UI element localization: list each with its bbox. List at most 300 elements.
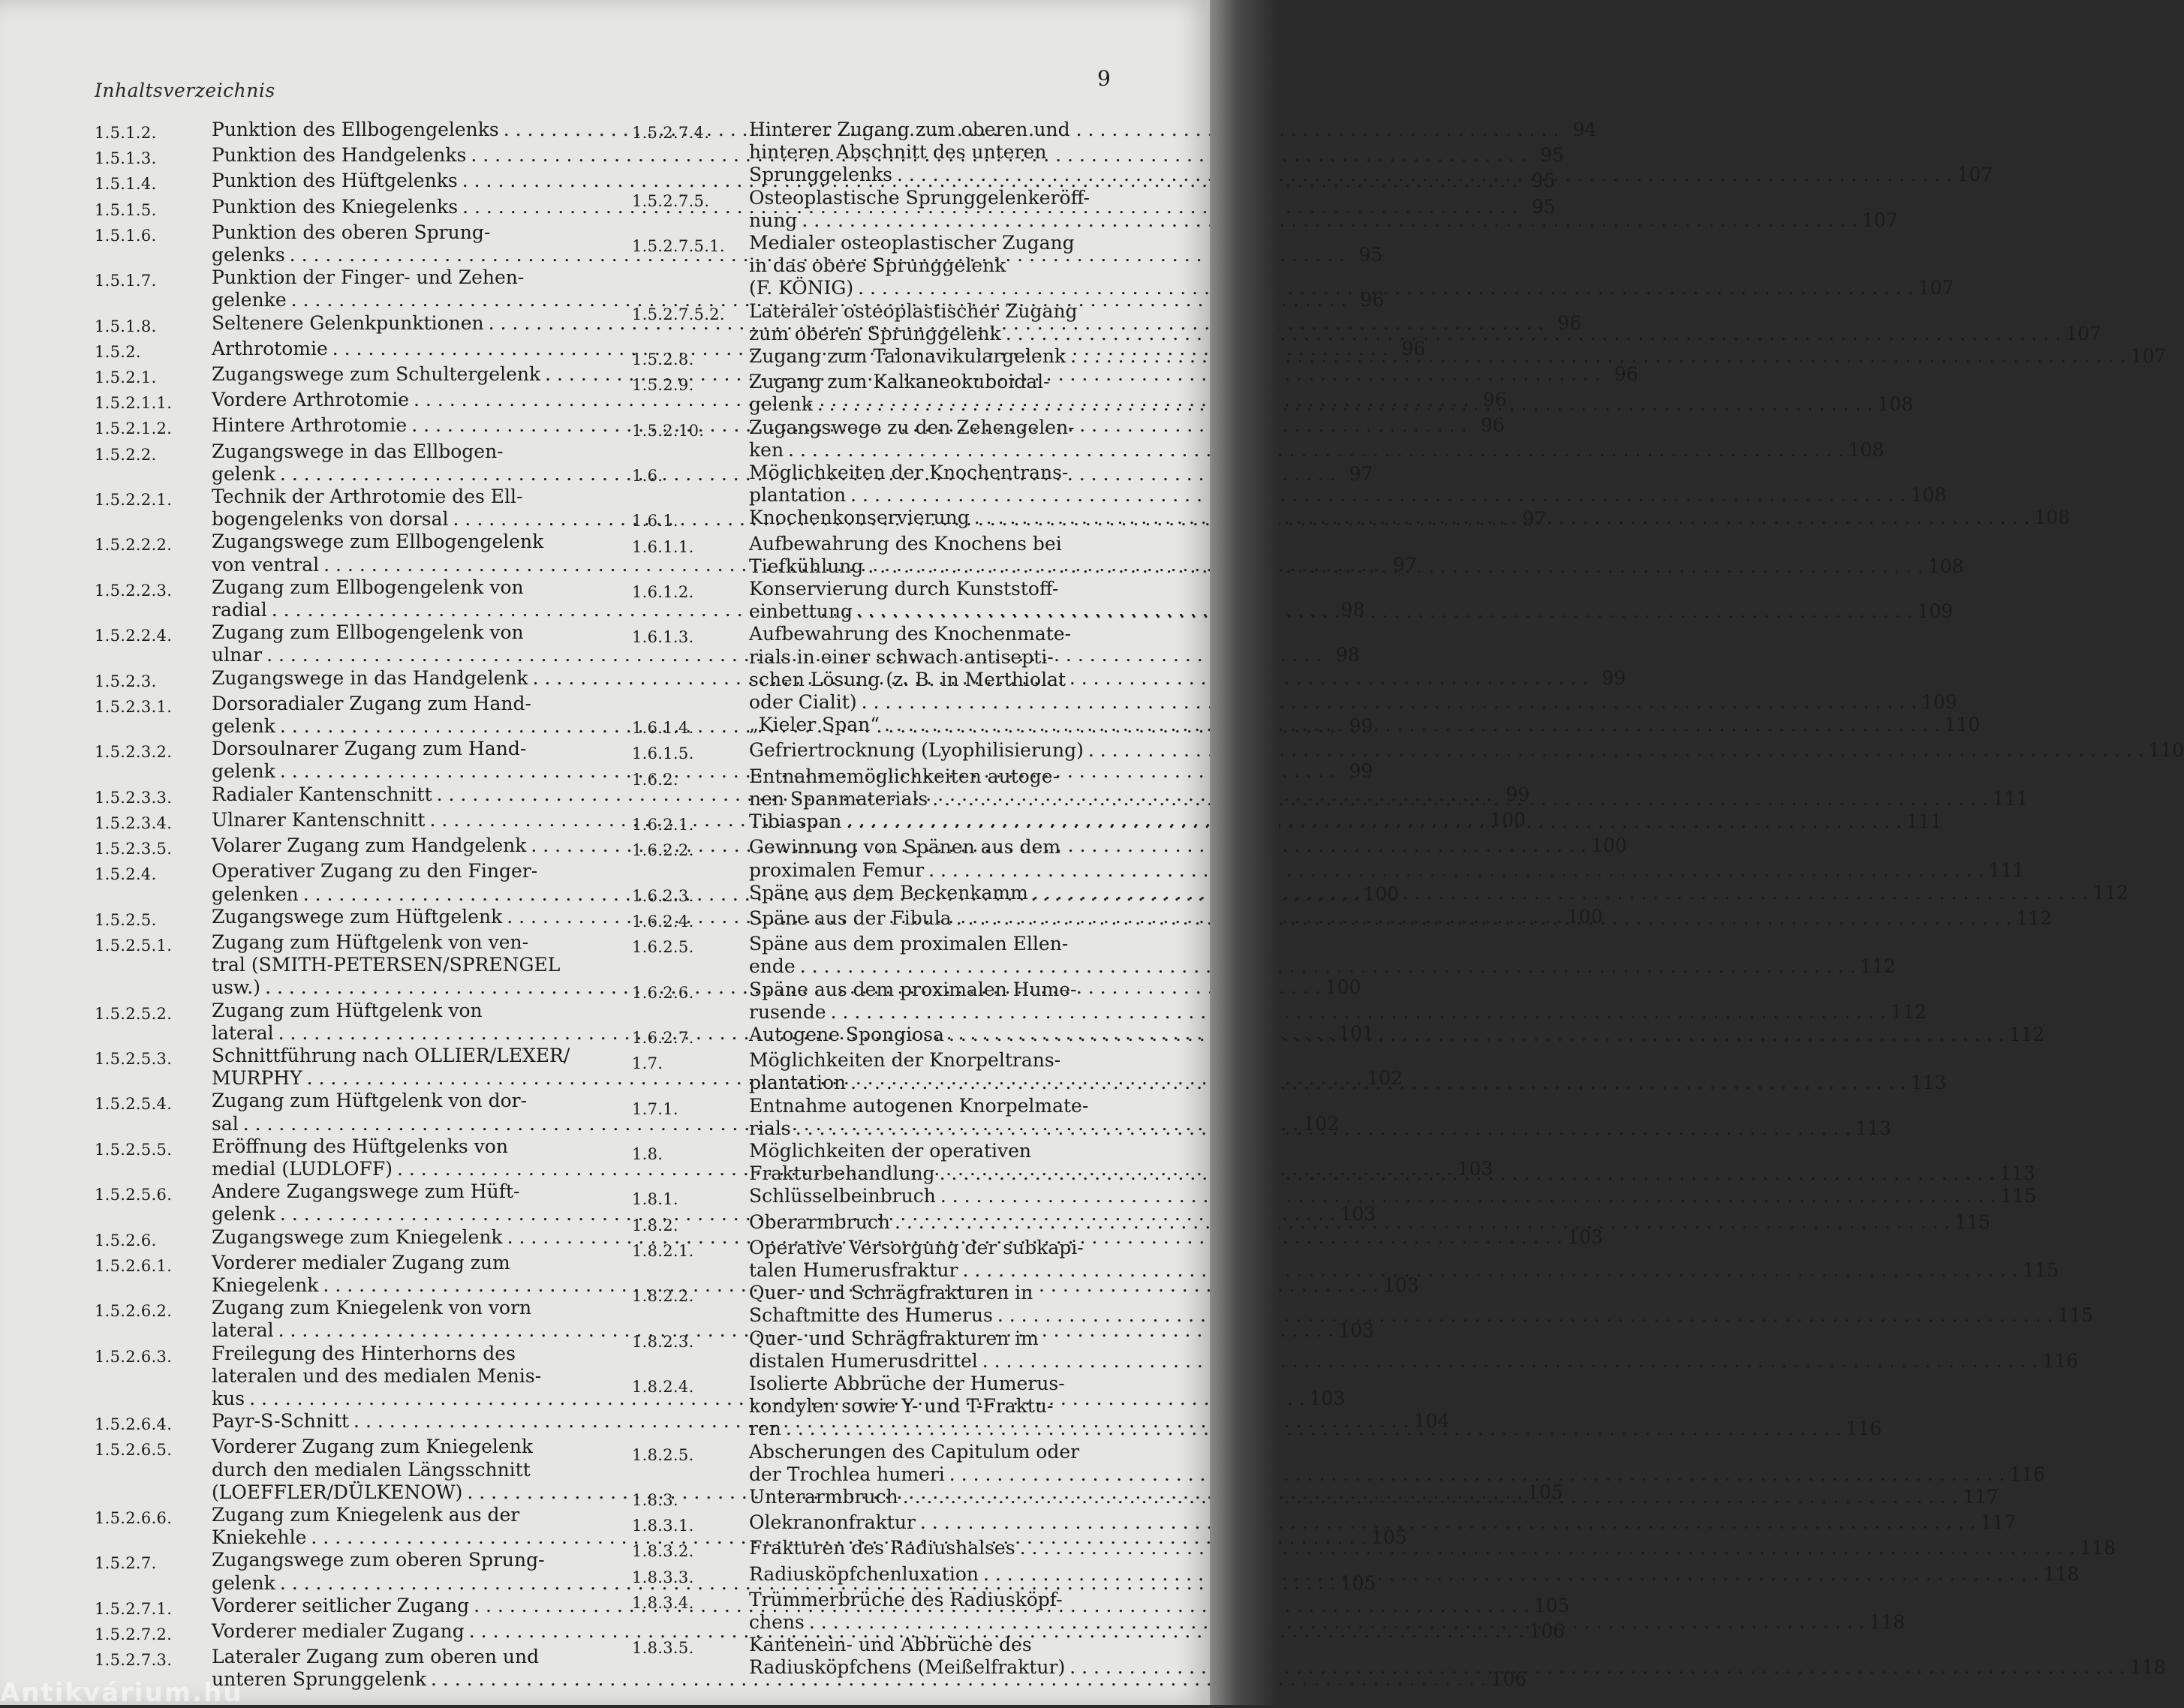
toc-entry-page: 115 <box>1954 1210 1991 1233</box>
toc-entry-number: 1.5.1.5. <box>95 200 157 219</box>
toc-entry-number: 1.5.2.5.3. <box>95 1049 173 1068</box>
dot-leader <box>786 1418 1842 1440</box>
toc-entry-page: 96 <box>1360 289 1385 311</box>
toc-entry-number: 1.5.2.6.2. <box>95 1302 173 1321</box>
toc-entry-title-line: rials <box>749 1117 791 1139</box>
toc-entry-title-line: gelenk <box>212 715 275 738</box>
toc-entry-number: 1.5.2. <box>95 342 141 361</box>
toc-entry-page: 100 <box>1363 883 1400 905</box>
toc-entry-title-line: gelenken <box>212 883 299 905</box>
dot-leader <box>956 907 2012 930</box>
toc-entry-title-line: Aufbewahrung des Knochens bei <box>749 532 1062 555</box>
toc-entry-number: 1.6.2.5. <box>632 938 694 957</box>
toc-entry-last-line <box>749 600 1954 623</box>
toc-entry-page: 99 <box>1349 760 1373 783</box>
toc-entry-page: 107 <box>1861 209 1898 231</box>
toc-entry-number: 1.8.2.1. <box>632 1241 694 1260</box>
toc-entry-number: 1.5.2.6. <box>95 1231 157 1249</box>
toc-entry-last-line <box>749 1485 1999 1508</box>
toc-entry-title-line: Dorsoulnarer Zugang zum Hand- <box>212 738 527 760</box>
toc-entry-page: 98 <box>1340 599 1365 621</box>
dot-leader <box>850 1072 1906 1094</box>
toc-entry-page: 118 <box>2129 1656 2166 1679</box>
toc-entry-number: 1.5.2.5.1. <box>95 936 173 955</box>
toc-entry-number: 1.8.2.2. <box>632 1287 694 1306</box>
toc-entry-title-line: Oberarmbruch <box>749 1210 890 1233</box>
toc-entry-title-line: radial <box>212 599 267 621</box>
dot-leader <box>868 555 1924 578</box>
dot-leader <box>1020 1537 2076 1559</box>
toc-entry-number: 1.5.2.8. <box>632 350 694 369</box>
toc-entry-last-line <box>749 507 2071 529</box>
toc-entry-last-line <box>749 810 1942 833</box>
toc-entry-title-line: lateral <box>212 1021 274 1044</box>
toc-entry-title-line: Zugangswege zum Hüftgelenk <box>212 905 503 928</box>
toc-entry-title-line: kondylen sowie Y- und T-Fraktu- <box>749 1395 1054 1418</box>
toc-entry-title-line: Aufbewahrung des Knochenmate- <box>749 623 1072 645</box>
toc-entry-page: 106 <box>1491 1668 1527 1691</box>
toc-entry-title-line: oder Cialit) <box>749 691 857 714</box>
toc-entry-page: 108 <box>1877 393 1914 416</box>
toc-entry-last-line <box>749 1258 2059 1282</box>
toc-entry-title-line: Vorderer Zugang zum Kniegelenk <box>212 1436 533 1458</box>
toc-entry-number: 1.5.2.5.6. <box>95 1186 173 1204</box>
toc-entry-number: 1.5.2.6.6. <box>95 1508 173 1527</box>
toc-entry-number: 1.8.2.3. <box>632 1332 694 1351</box>
toc-entry-page: 101 <box>1338 1021 1374 1044</box>
dot-leader <box>800 955 1856 978</box>
toc-entry-number: 1.6.1. <box>632 512 678 531</box>
toc-entry-page: 95 <box>1531 170 1556 192</box>
toc-entry-page: 118 <box>2043 1562 2080 1585</box>
toc-entry-title-line: rials in einer schwach antisepti- <box>749 645 1054 668</box>
toc-entry-number: 1.5.2.3. <box>95 672 157 690</box>
toc-entry-title <box>749 1049 1947 1094</box>
toc-entry-title <box>749 578 1954 623</box>
toc-entry-title-line: Sprunggelenks <box>749 164 892 186</box>
toc-entry-number: 1.5.2.2. <box>95 445 157 464</box>
toc-entry-number: 1.6.1.1. <box>632 537 694 556</box>
toc-entry-page: 108 <box>2034 507 2071 529</box>
dot-leader <box>817 393 1873 416</box>
toc-entry-title-line: Dorsoradialer Zugang zum Hand- <box>212 692 531 714</box>
toc-entry-title-line: Zugang zum Talonavikulargelenk <box>749 345 1066 368</box>
toc-entry-number: 1.5.2.5.5. <box>95 1140 173 1159</box>
toc-entry-title-line: Punktion des Hüftgelenks <box>212 170 458 192</box>
toc-entry-page: 96 <box>1401 337 1426 359</box>
toc-entry-title <box>749 1562 2080 1589</box>
book-binding-edge <box>1210 0 1279 1705</box>
toc-entry-title-line: Kniekehle <box>212 1526 307 1549</box>
toc-entry-page: 110 <box>1944 714 1981 736</box>
toc-entry-page: 108 <box>1927 555 1964 577</box>
toc-entry-title-line: Medialer osteoplastischer Zugang <box>749 232 1075 254</box>
toc-entry-title-line: Unterarmbruch <box>749 1485 898 1508</box>
toc-entry-number: 1.6.1.4. <box>632 719 694 738</box>
toc-entry-title-line: kus <box>212 1387 245 1409</box>
toc-entry-number: 1.8.3. <box>632 1490 678 1509</box>
toc-entry-number: 1.6.2.1. <box>632 816 694 834</box>
toc-entry-title-line: Vorderer seitlicher Zugang <box>212 1594 470 1616</box>
toc-entry-title-line: Trümmerbrüche des Radiusköpf- <box>749 1588 1063 1610</box>
toc-entry-number: 1.8.3.3. <box>632 1568 694 1586</box>
toc-entry-title-line: Möglichkeiten der Knochentrans- <box>749 462 1069 484</box>
toc-entry-title-line: Entnahme autogenen Knorpelmate- <box>749 1094 1089 1117</box>
toc-entry-page: 95 <box>1540 144 1564 167</box>
toc-entry-number: 1.6.2.6. <box>632 983 694 1002</box>
toc-entry-page: 116 <box>2042 1349 2079 1372</box>
toc-entry-last-line <box>749 1537 2116 1559</box>
toc-entry-title-line: Abscherungen des Capitulum oder <box>749 1440 1080 1463</box>
toc-entry-page: 105 <box>1340 1571 1376 1594</box>
toc-entry-title-line: Isolierte Abbrüche der Humerus- <box>749 1372 1065 1394</box>
toc-entry-page: 107 <box>1918 277 1954 299</box>
toc-entry-last-line <box>749 345 2167 368</box>
toc-entry-last-line <box>749 1117 1891 1140</box>
toc-entry-title-line: Späne aus dem proximalen Hume- <box>749 978 1077 1000</box>
toc-entry-page: 112 <box>2016 907 2053 929</box>
toc-entry-page: 96 <box>1480 414 1505 437</box>
toc-entry-title <box>749 765 2029 810</box>
toc-entry-title-line: sal <box>212 1112 239 1135</box>
toc-entry-title <box>749 1588 1906 1634</box>
dot-leader <box>831 1001 1887 1024</box>
running-header: Inhaltsverzeichnis <box>95 80 275 101</box>
toc-entry-title <box>749 810 1942 836</box>
dot-leader <box>920 1511 1976 1534</box>
toc-entry-last-line <box>749 277 1954 299</box>
toc-entry-title <box>749 1511 2017 1537</box>
toc-entry-title <box>749 1185 2037 1210</box>
toc-entry-number: 1.5.1.2. <box>95 124 157 142</box>
toc-entry-page: 103 <box>1338 1319 1374 1342</box>
toc-entry-title <box>749 345 2167 371</box>
toc-entry-number: 1.8.2. <box>632 1216 678 1234</box>
toc-entry-page: 118 <box>1869 1611 1906 1633</box>
toc-entry-title-line: unteren Sprunggelenk <box>212 1668 426 1691</box>
toc-entry-page: 112 <box>2092 881 2129 904</box>
dot-leader <box>788 439 1844 462</box>
toc-entry-last-line <box>749 1611 1906 1634</box>
toc-entry-number: 1.8.3.5. <box>632 1639 694 1658</box>
toc-entry-page: 99 <box>1602 666 1626 689</box>
toc-entry-page: 110 <box>2148 739 2184 762</box>
toc-entry-title-line: Hinterer Zugang zum oberen und <box>749 119 1070 140</box>
toc-entry-number: 1.7. <box>632 1054 663 1073</box>
toc-entry-title-line: Ulnarer Kantenschnitt <box>212 808 426 831</box>
toc-entry-title <box>749 1634 2166 1679</box>
toc-entry-title-line: Radiusköpfchenluxation <box>749 1562 979 1585</box>
toc-entry-last-line <box>749 1000 1927 1024</box>
toc-entry-page: 97 <box>1392 553 1417 576</box>
toc-entry-title-line: distalen Humerusdrittel <box>749 1349 978 1372</box>
toc-entry-title-line: Quer- und Schrägfrakturen im <box>749 1327 1039 1349</box>
toc-entry <box>632 1185 2037 1210</box>
toc-entry-page: 109 <box>1917 600 1954 623</box>
toc-entry-title <box>749 933 1897 978</box>
toc-entry-last-line <box>749 1463 2046 1486</box>
toc-entry-title-line: (F. KÖNIG) <box>749 277 854 299</box>
dot-leader <box>974 507 2030 529</box>
toc-entry-page: 115 <box>2000 1185 2037 1207</box>
toc-entry-page: 116 <box>1846 1418 1882 1440</box>
toc-entry-page: 97 <box>1522 508 1547 531</box>
toc-entry-title <box>749 371 1914 416</box>
toc-entry-title-line: proximalen Femur <box>749 859 925 881</box>
toc-entry-title-line: Seltenere Gelenkpunktionen <box>212 311 484 334</box>
toc-entry-title-line: Payr-S-Schnitt <box>212 1410 350 1433</box>
toc-entry-last-line <box>749 1185 2037 1207</box>
toc-entry-last-line <box>749 787 2029 810</box>
dot-leader <box>862 691 1918 714</box>
toc-entry-page: 100 <box>1566 905 1603 928</box>
toc-entry-number: 1.5.2.6.3. <box>95 1347 173 1366</box>
toc-entry-title-line: Osteoplastische Sprunggelenkeröff- <box>749 186 1090 209</box>
toc-entry-title-line: (LOEFFLER/DÜLKENOW) <box>212 1481 463 1503</box>
dot-leader <box>949 1021 2005 1046</box>
toc-entry-last-line <box>749 1072 1947 1094</box>
toc-entry-page: 95 <box>1358 244 1383 266</box>
toc-entry-page: 112 <box>1860 955 1897 978</box>
toc-entry-title-line: Zugang zum Hüftgelenk von <box>212 999 483 1021</box>
toc-entry-number: 1.5.2.9. <box>632 376 694 395</box>
toc-entry-page: 113 <box>1999 1162 2035 1185</box>
toc-entry-title-line: gelenk <box>212 1203 275 1225</box>
page-number: 9 <box>1097 66 1111 91</box>
toc-entry-title-line: Frakturen des Radiushalses <box>749 1537 1015 1559</box>
toc-entry-title-line: gelenke <box>212 289 287 311</box>
toc-entry-title-line: gelenk <box>749 393 813 416</box>
toc-entry-number: 1.5.2.7.3. <box>95 1651 173 1670</box>
toc-entry-title-line: Zugangswege in das Ellbogen- <box>212 440 504 462</box>
toc-entry-title-line: lateralen und des medialen Menis- <box>212 1364 542 1387</box>
toc-entry-title <box>749 416 1885 462</box>
toc-entry-page: 107 <box>1957 164 1993 186</box>
toc-entry-title-line: Zugangswege zum Kniegelenk <box>212 1225 503 1248</box>
toc-entry-title-line: ende <box>749 955 796 978</box>
toc-entry-page: 115 <box>2023 1258 2059 1281</box>
toc-entry-page: 116 <box>2009 1463 2046 1485</box>
toc-entry-page: 108 <box>1910 484 1947 507</box>
toc-entry-page: 103 <box>1457 1157 1494 1180</box>
dot-leader <box>940 1185 1996 1207</box>
toc-entry-last-line <box>749 484 1947 507</box>
toc-entry-title-line: Freilegung des Hinterhorns des <box>212 1342 516 1364</box>
toc-entry-page: 111 <box>1988 859 2025 881</box>
toc-entry-number: 1.5.2.3.5. <box>95 840 173 859</box>
dot-leader <box>997 1304 2053 1327</box>
toc-entry-title-line: Autogene Spongiosa <box>749 1023 944 1045</box>
dot-leader <box>884 714 1940 736</box>
dot-leader <box>850 484 1906 507</box>
toc-entry-title-line: Konservierung durch Kunststoff- <box>749 578 1059 600</box>
toc-entry-title-line: Zugangswege in das Handgelenk <box>212 666 528 689</box>
toc-entry-title <box>749 299 2102 345</box>
toc-entry-number: 1.5.1.6. <box>95 226 157 245</box>
toc-entry-number: 1.8.1. <box>632 1190 678 1209</box>
toc-entry-title <box>749 836 2025 881</box>
dot-leader <box>983 1563 2039 1586</box>
toc-entry-title-line: von ventral <box>212 553 320 576</box>
toc-entry-title-line: plantation <box>749 1072 847 1094</box>
toc-entry-title-line: Quer- und Schrägfrakturen in <box>749 1282 1033 1304</box>
toc-entry-title-line: zum oberen Sprunggelenk <box>749 322 1001 344</box>
toc-entry-title <box>749 881 2129 907</box>
toc-entry-page: 96 <box>1557 311 1582 334</box>
toc-entry-title <box>749 1021 2045 1049</box>
toc-entry-last-line <box>749 907 2053 930</box>
toc-entry-title-line: lateral <box>212 1319 274 1342</box>
toc-entry-title-line: Zugangswege zum Schultergelenk <box>212 363 541 386</box>
dot-leader <box>903 1486 1959 1508</box>
toc-entry-title-line: hinteren Abschnitt des unteren <box>749 141 1047 164</box>
toc-entry-page: 113 <box>1855 1117 1891 1139</box>
toc-entry-number: 1.6.2.3. <box>632 886 694 905</box>
dot-leader <box>796 1117 1852 1140</box>
toc-entry-title-line: Punktion des Ellbogengelenks <box>212 119 499 140</box>
toc-entry-title-line: Frakturbehandlung <box>749 1162 935 1185</box>
dot-leader <box>949 1463 2005 1486</box>
dot-leader <box>1033 882 2089 904</box>
toc-entry-title-line: nen Spanmaterials <box>749 787 928 810</box>
toc-entry-title-line: schen Lösung (z. B. in Merthiolat <box>749 668 1066 690</box>
toc-entry-title-line: Tibiaspan <box>749 810 842 833</box>
toc-entry-page: 103 <box>1340 1203 1376 1225</box>
toc-entry-page: 100 <box>1590 834 1627 857</box>
toc-entry-page: 103 <box>1383 1273 1419 1296</box>
dot-leader <box>1006 323 2062 345</box>
toc-entry-last-line <box>749 1021 2045 1046</box>
toc-entry-title-line: Radiusköpfchens (Meißelfraktur) <box>749 1656 1066 1679</box>
toc-entry-page: 106 <box>1529 1620 1566 1642</box>
toc-entry-title-line: Möglichkeiten der operativen <box>749 1139 1032 1162</box>
toc-entry-number: 1.5.2.7.5. <box>632 191 710 210</box>
toc-entry-last-line <box>749 1656 2166 1679</box>
toc-entry-page: 111 <box>1906 810 1942 833</box>
toc-entry-number: 1.5.1.4. <box>95 175 157 194</box>
toc-entry-title-line: durch den medialen Längsschnitt <box>212 1458 531 1481</box>
toc-entry-last-line <box>749 1162 2035 1185</box>
toc-entry-title <box>749 462 1947 507</box>
toc-entry-page: 103 <box>1309 1387 1346 1409</box>
toc-entry-title-line: gelenk <box>212 1571 275 1594</box>
toc-entry-number: 1.8.3.1. <box>632 1517 694 1535</box>
toc-entry-title-line: bogengelenks von dorsal <box>212 508 449 531</box>
toc-entry-number: 1.5.1.7. <box>95 272 157 290</box>
toc-entry-title-line: Möglichkeiten der Knorpeltrans- <box>749 1049 1061 1072</box>
toc-entry-number: 1.5.2.5. <box>95 910 157 929</box>
toc-entry-title-line: Zugang zum Kniegelenk aus der <box>212 1503 520 1526</box>
toc-entry-page: 103 <box>1567 1225 1603 1248</box>
toc-entry-title-line: Gewinnung von Spänen aus dem <box>749 836 1061 859</box>
toc-entry-page: 99 <box>1506 783 1530 805</box>
toc-entry-title-line: Entnahmemöglichkeiten autoge- <box>749 765 1060 787</box>
toc-entry-title-line: Späne aus dem Beckenkamm <box>749 881 1028 904</box>
toc-entry-page: 97 <box>1349 462 1373 485</box>
toc-entry <box>632 1511 2017 1537</box>
toc-entry-page: 105 <box>1533 1594 1570 1616</box>
toc-entry-number: 1.5.1.3. <box>95 149 157 168</box>
toc-entry-number: 1.5.2.6.4. <box>95 1415 173 1434</box>
toc-entry-title <box>749 186 1898 232</box>
toc-entry-title-line: Zugangswege zum Ellbogengelenk <box>212 531 544 553</box>
toc-entry-title-line: Technik der Arthrotomie des Ell- <box>212 486 523 508</box>
toc-entry-title <box>749 907 2053 933</box>
toc-entry-title-line: Lateraler Zugang zum oberen und <box>212 1646 540 1668</box>
toc-entry-title-line: chens <box>749 1611 805 1633</box>
toc-entry-last-line <box>749 955 1897 978</box>
toc-entry-title-line: der Trochlea humeri <box>749 1463 945 1485</box>
toc-entry-last-line <box>749 881 2129 904</box>
toc-entry-page: 95 <box>1531 195 1556 218</box>
toc-entry-title <box>749 1327 2079 1373</box>
toc-entry-number: 1.5.2.3.2. <box>95 743 173 762</box>
toc-entry-number: 1.5.2.5.4. <box>95 1095 173 1114</box>
toc-entry-number: 1.5.2.7.5.2. <box>632 305 725 323</box>
toc-entry-title-line: Schaftmitte des Humerus <box>749 1304 993 1327</box>
toc-entry-title-line: Tiefkühlung <box>749 555 864 577</box>
toc-entry-page: 96 <box>1614 363 1638 386</box>
toc-entry-title-line: „Kieler Span“ <box>749 714 880 736</box>
toc-entry-title-line: tral (SMITH-PETERSEN/SPRENGEL <box>212 954 561 976</box>
toc-entry-title <box>749 1139 2035 1185</box>
toc-entry-page: 108 <box>1848 438 1885 461</box>
toc-entry-page: 107 <box>2130 345 2167 368</box>
toc-entry-title-line: Kniegelenk <box>212 1273 319 1296</box>
toc-entry-title <box>749 1094 1891 1140</box>
toc-entry-title <box>749 1485 1999 1511</box>
toc-entry-title-line: gelenk <box>212 760 275 783</box>
toc-entry-title <box>749 1282 2094 1327</box>
toc-entry-number: 1.5.2.1. <box>95 368 157 387</box>
toc-entry-title-line: Späne aus der Fibula <box>749 907 952 929</box>
toc-entry <box>632 1440 2046 1486</box>
toc-entry-title <box>749 1537 2116 1562</box>
toc-entry-number: 1.5.2.7.2. <box>95 1625 173 1643</box>
toc-entry-title-line: Vorderer medialer Zugang zum <box>212 1251 510 1273</box>
toc-entry-title-line: Volarer Zugang zum Handgelenk <box>212 834 527 857</box>
dot-leader <box>928 859 1984 882</box>
toc-entry-number: 1.5.1.8. <box>95 317 157 335</box>
toc-entry-title <box>749 623 1957 714</box>
toc-entry-number: 1.5.2.7.4. <box>632 124 710 142</box>
dot-leader <box>895 1211 1951 1234</box>
toc-entry <box>632 739 2184 765</box>
toc-entry-title-line: Gefriertrocknung (Lyophilisierung) <box>749 739 1084 762</box>
toc-entry-page: 105 <box>1371 1526 1407 1549</box>
toc-entry-last-line <box>749 859 2025 882</box>
toc-entry-title-line: Punktion des Handgelenks <box>212 144 467 167</box>
toc-entry-last-line <box>749 1562 2080 1586</box>
toc-entry-title-line: Hintere Arthrotomie <box>212 414 408 437</box>
toc-entry-title-line: Zugangswege zum oberen Sprung- <box>212 1549 545 1571</box>
toc-entry-number: 1.8.2.4. <box>632 1377 694 1396</box>
toc-entry-page: 104 <box>1413 1410 1450 1433</box>
toc-entry-title-line: talen Humerusfraktur <box>749 1258 958 1281</box>
toc-entry-page: 94 <box>1572 119 1597 140</box>
toc-entry-page: 100 <box>1325 976 1361 999</box>
toc-entry-title-line: usw.) <box>212 976 261 999</box>
toc-entry-title-line: gelenk <box>212 462 275 485</box>
toc-entry-page: 111 <box>1992 787 2029 810</box>
toc-entry-title-line: Operativer Zugang zu den Finger- <box>212 860 538 883</box>
toc-entry-title-line: Zugang zum Hüftgelenk von dor- <box>212 1090 528 1112</box>
toc-entry-number: 1.6.2.2. <box>632 841 694 860</box>
toc-entry-last-line <box>749 1418 1882 1440</box>
toc-entry-title-line: MURPHY <box>212 1067 302 1090</box>
toc-entry <box>632 1634 2166 1679</box>
toc-entry-number: 1.5.2.2.4. <box>95 627 173 645</box>
